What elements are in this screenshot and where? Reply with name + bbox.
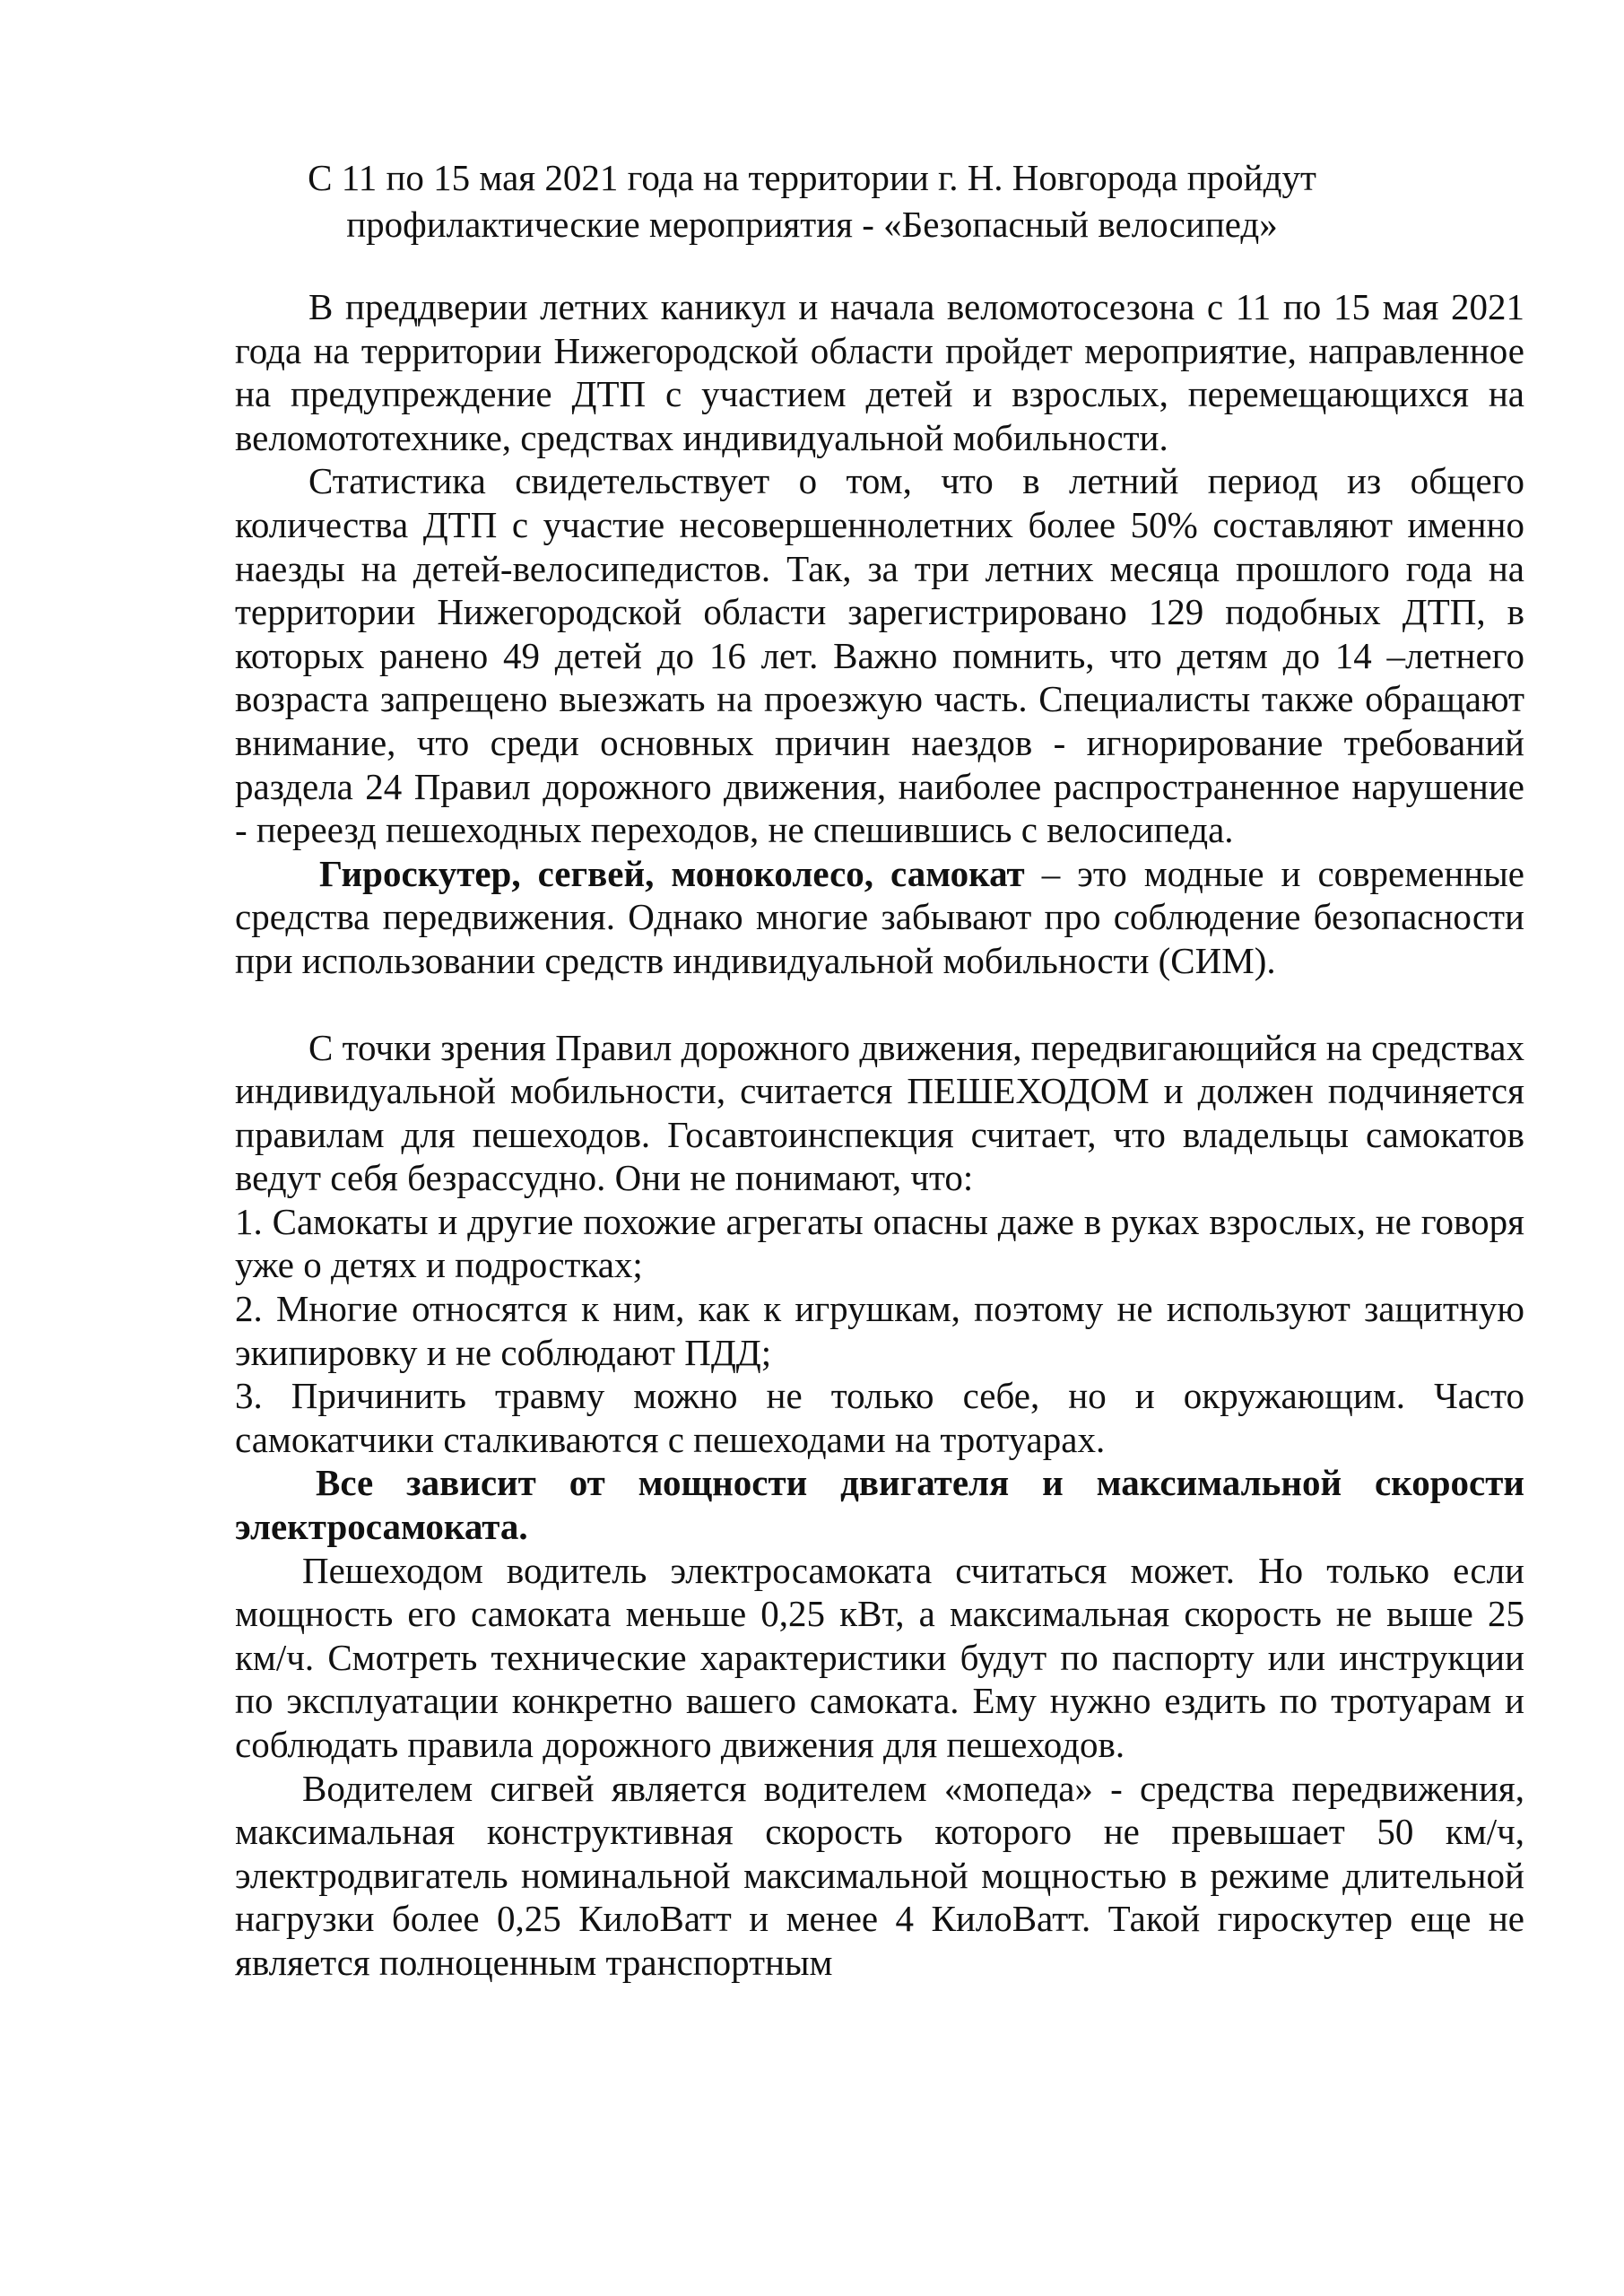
paragraph-sim-devices [235,852,1524,983]
list-item-2: 2. Многие относятся к ним, как к игрушкам, поэтому не используют защитную экипировку и не соблюдают ПДД; [235,1288,1524,1373]
paragraph-engine-power [235,1461,1524,1548]
paragraph-pedestrian-rules: С точки зрения Правил дорожного движения, передвигающийся на средствах индивидуальной мобильности, считается ПЕШЕХОДОМ и должен подчиняется правилам для пешеходов. Госавтоинспекция считает, что владельцы самокатов ведут себя безрассудно. Они не понимают, что: [235,1026,1524,1199]
paragraph-statistics: Статистика свидетельствует о том, что в летний период из общего количества ДТП с участие несовершеннолетних более 50% составляют именно наезды на детей-велосипедистов. Так, за три летних месяца прошлого года на территории Нижегородской области зарегистрировано 129 подобных ДТП, в которых ранено 49 детей до 16 лет. Важно помнить, что детям до 14 –летнего возраста запрещено выезжать на проезжую часть. Специалисты также обращают внимание, что среди основных причин наездов - игнорирование требований раздела 24 Правил дорожного движения, наиболее распространенное нарушение - переезд пешеходных переходов, не спешившись с велосипеда. [235,460,1524,851]
list-item-1: 1. Самокаты и другие похожие агрегаты опасны даже в руках взрослых, не говоря уже о детях и подростках; [235,1200,1524,1286]
list-item-3: 3. Причинить травму можно не только себе, но и окружающим. Часто самокатчики сталкиваются с пешеходами на тротуарах. [235,1375,1524,1460]
document-title [233,154,1391,248]
document-body [235,285,1524,1985]
title-line-1: С 11 по 15 мая 2021 года на территории г. Н. Новгорода пройдут [308,157,1316,198]
paragraph-segway-moped: Водителем сигвей является водителем «мопеда» - средства передвижения, максимальная конструктивная скорость которого не превышает 50 км/ч, электродвигатель номинальной максимальной мощностью в режиме длительной нагрузки более 0,25 КилоВатт и менее 4 КилоВатт. Такой гироскутер еще не является полноценным транспортным [235,1767,1524,1983]
engine-power-bold: Все зависит от мощности двигателя и максимальной скорости электросамоката. [235,1462,1524,1548]
sim-devices-bold: Гироскутер, сегвей, моноколесо, самокат [319,852,1025,894]
title-line-2: профилактические мероприятия - «Безопасный велосипед» [346,204,1278,245]
paragraph-electric-scooter: Пешеходом водитель электросамоката считаться может. Но только если мощность его самоката меньше 0,25 кВт, а максимальная скорость не выше 25 км/ч. Смотреть технические характеристики будут по паспорту или инструкции по эксплуатации конкретно вашего самоката. Ему нужно ездить по тротуарам и соблюдать правила дорожного движения для пешеходов. [235,1549,1524,1765]
paragraph-intro: В преддверии летних каникул и начала веломотосезона с 11 по 15 мая 2021 года на территории Нижегородской области пройдет мероприятие, направленное на предупреждение ДТП с участием детей и взрослых, перемещающихся на веломототехнике, средствах индивидуальной мобильности. [235,286,1524,458]
sim-devices-text: – это модные и современные средства передвижения. Однако многие забывают про соблюдение безопасности при использовании средств индивидуальной мобильности (СИМ). [235,852,1524,981]
